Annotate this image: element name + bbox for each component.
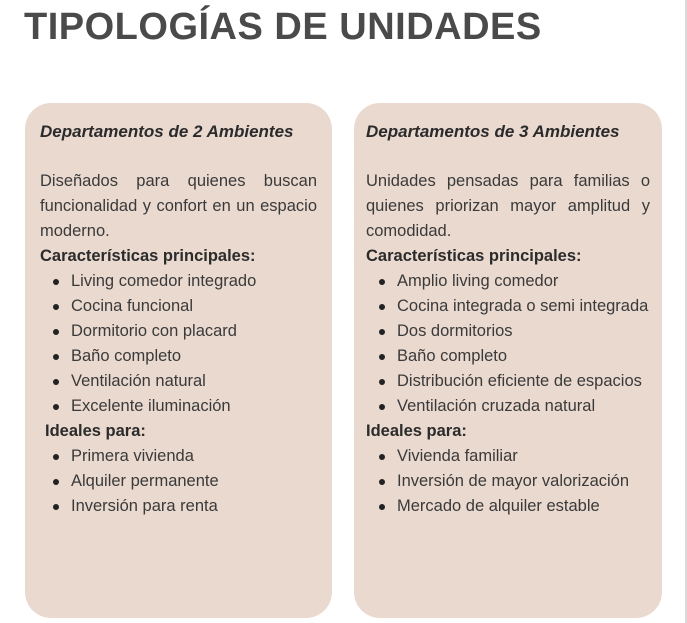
bullet-icon bbox=[53, 504, 59, 510]
page-title: TIPOLOGÍAS DE UNIDADES bbox=[24, 6, 542, 48]
bullet-icon bbox=[379, 279, 385, 285]
feature-text: Dormitorio con placard bbox=[71, 322, 237, 340]
ideal-text: Inversión de mayor valorización bbox=[397, 472, 630, 490]
features-list bbox=[366, 269, 650, 419]
ideal-heading: Ideales para: bbox=[366, 422, 467, 440]
ideal-item bbox=[71, 444, 317, 469]
bullet-icon bbox=[53, 304, 59, 310]
features-list bbox=[40, 269, 317, 419]
bullet-icon bbox=[379, 404, 385, 410]
bullet-icon bbox=[53, 404, 59, 410]
bullet-icon bbox=[379, 304, 385, 310]
feature-text: Ventilación cruzada natural bbox=[397, 397, 596, 415]
ideal-text: Inversión para renta bbox=[71, 497, 218, 515]
feature-text: Distribución eficiente de espacios bbox=[397, 372, 642, 390]
ideal-heading: Ideales para: bbox=[45, 422, 146, 440]
bullet-icon bbox=[53, 379, 59, 385]
bullet-icon bbox=[53, 479, 59, 485]
bullet-icon bbox=[379, 379, 385, 385]
unit-card-2-ambientes bbox=[25, 103, 332, 618]
card-description: Unidades pensadas para familias o quienes priorizan mayor amplitud y comodidad. bbox=[366, 172, 650, 240]
feature-item bbox=[71, 294, 317, 319]
bullet-icon bbox=[53, 329, 59, 335]
feature-item bbox=[71, 369, 317, 394]
ideal-list bbox=[366, 444, 650, 519]
ideal-text: Primera vivienda bbox=[71, 447, 194, 465]
ideal-list bbox=[40, 444, 317, 519]
feature-text: Ventilación natural bbox=[71, 372, 206, 390]
feature-item bbox=[397, 394, 650, 419]
ideal-item bbox=[397, 469, 650, 494]
bullet-icon bbox=[379, 354, 385, 360]
feature-item bbox=[71, 394, 317, 419]
features-heading: Características principales: bbox=[40, 247, 256, 265]
card-title: Departamentos de 3 Ambientes bbox=[366, 122, 620, 141]
feature-item bbox=[397, 294, 650, 319]
feature-text: Living comedor integrado bbox=[71, 272, 257, 290]
ideal-item bbox=[397, 494, 650, 519]
features-heading: Características principales: bbox=[366, 247, 582, 265]
feature-item bbox=[397, 369, 650, 394]
bullet-icon bbox=[53, 354, 59, 360]
feature-text: Baño completo bbox=[397, 347, 508, 365]
feature-text: Amplio living comedor bbox=[397, 272, 559, 290]
bullet-icon bbox=[379, 504, 385, 510]
feature-item bbox=[397, 344, 650, 369]
feature-item bbox=[71, 344, 317, 369]
ideal-text: Mercado de alquiler estable bbox=[397, 497, 600, 515]
bullet-icon bbox=[379, 329, 385, 335]
bullet-icon bbox=[379, 479, 385, 485]
ideal-item bbox=[71, 469, 317, 494]
feature-item bbox=[397, 269, 650, 294]
feature-text: Baño completo bbox=[71, 347, 182, 365]
feature-text: Dos dormitorios bbox=[397, 322, 513, 340]
bullet-icon bbox=[379, 454, 385, 460]
unit-card-3-ambientes bbox=[354, 103, 662, 618]
feature-item bbox=[71, 319, 317, 344]
bullet-icon bbox=[53, 279, 59, 285]
ideal-item bbox=[397, 444, 650, 469]
feature-text: Cocina integrada o semi integrada bbox=[397, 297, 649, 315]
feature-item bbox=[397, 319, 650, 344]
ideal-text: Alquiler permanente bbox=[71, 472, 219, 490]
card-title: Departamentos de 2 Ambientes bbox=[40, 122, 294, 141]
bullet-icon bbox=[53, 454, 59, 460]
ideal-item bbox=[71, 494, 317, 519]
ideal-text: Vivienda familiar bbox=[397, 447, 518, 465]
feature-text: Cocina funcional bbox=[71, 297, 193, 315]
feature-text: Excelente iluminación bbox=[71, 397, 231, 415]
card-description: Diseñados para quienes buscan funcionalidad y confort en un espacio moderno. bbox=[40, 172, 317, 240]
feature-item bbox=[71, 269, 317, 294]
